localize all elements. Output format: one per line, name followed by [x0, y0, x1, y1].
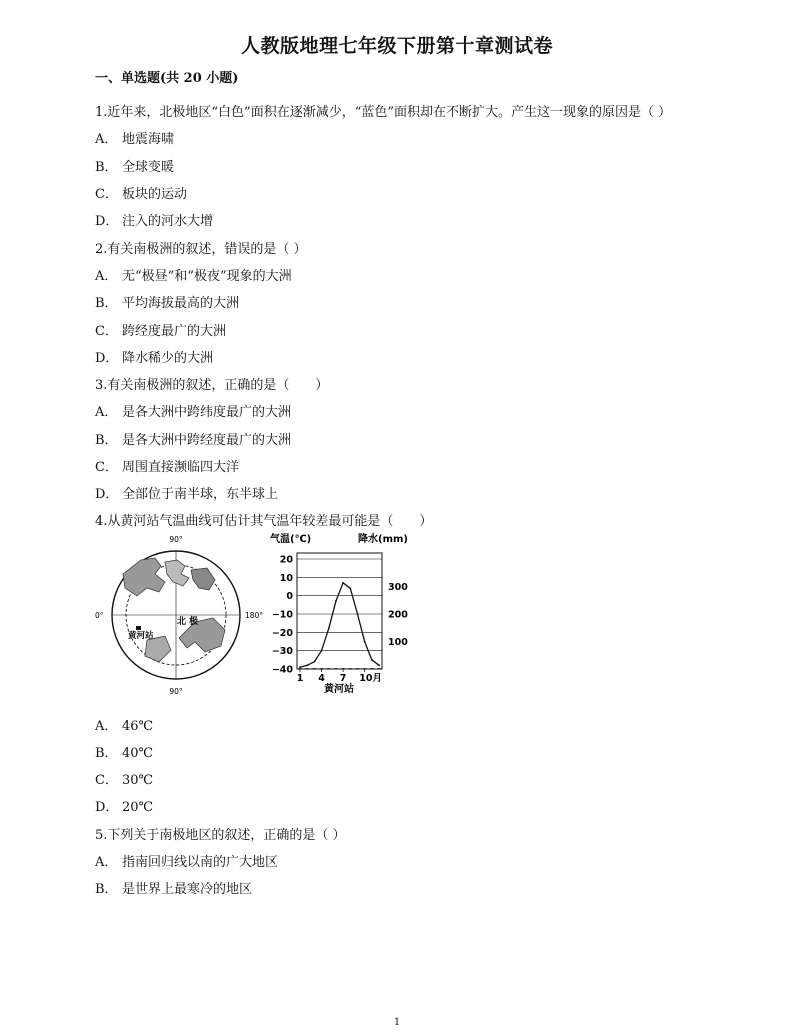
month-tick-label: 10月: [359, 673, 383, 684]
option-letter: C．: [95, 187, 118, 202]
answer-option[interactable]: [95, 851, 278, 870]
option-letter: A．: [95, 132, 118, 147]
station-marker: [136, 626, 141, 630]
temp-tick-label: 10: [279, 572, 293, 584]
temp-axis-title: 气温(℃): [270, 534, 312, 545]
option-text: 降水稀少的大洲: [122, 351, 214, 366]
precip-tick-label: 200: [388, 609, 408, 621]
answer-option[interactable]: [95, 429, 291, 448]
answer-option[interactable]: [95, 796, 153, 815]
option-text: 地震海啸: [122, 132, 175, 147]
temp-tick-label: −10: [271, 609, 293, 621]
option-letter: B．: [95, 296, 118, 311]
option-text: 是世界上最寒冷的地区: [122, 882, 253, 897]
temperature-point: [321, 650, 323, 652]
option-letter: D．: [95, 800, 119, 815]
option-letter: A．: [95, 719, 118, 734]
globe-right-label: 180°: [245, 611, 264, 620]
option-letter: A．: [95, 855, 118, 870]
chart-caption: 黄河站: [324, 684, 354, 695]
figure-svg: [95, 530, 415, 700]
month-tick-label: 4: [318, 673, 325, 684]
option-text: 周围直接濒临四大洋: [122, 460, 240, 475]
temperature-point: [378, 664, 380, 666]
option-text: 平均海拔最高的大洲: [122, 296, 240, 311]
question-stem: 1.近年来，北极地区“白色”面积在逐渐减少，“蓝色”面积却在不断扩大。产生这一现象的原因是（ ）: [95, 105, 672, 120]
temperature-point: [357, 613, 359, 615]
temperature-point: [299, 666, 301, 668]
answer-option[interactable]: [95, 320, 226, 339]
question-stem: 2.有关南极洲的叙述，错误的是（ ）: [95, 242, 307, 257]
precip-tick-label: 300: [388, 582, 408, 593]
answer-option[interactable]: [95, 769, 153, 788]
temperature-point: [335, 600, 337, 602]
answer-option[interactable]: [95, 742, 153, 761]
page-title: 人教版地理七年级下册第十章测试卷: [240, 35, 553, 57]
question-stem: 3.有关南极洲的叙述，正确的是（ ）: [95, 378, 329, 393]
option-text: 注入的河水大增: [122, 214, 214, 229]
question-4-figure: [95, 530, 415, 700]
precip-bar: [356, 668, 360, 669]
pole-label: 北 极: [177, 617, 199, 627]
option-text: 跨经度最广的大洲: [122, 324, 227, 339]
option-text: 30℃: [122, 773, 154, 788]
precip-bar: [341, 668, 345, 669]
temperature-point: [313, 661, 315, 663]
option-letter: C．: [95, 773, 118, 788]
temp-tick-label: 20: [279, 554, 293, 566]
answer-option[interactable]: [95, 265, 292, 284]
option-letter: C．: [95, 460, 118, 475]
precip-bar: [377, 668, 381, 669]
question-stem: 4.从黄河站气温曲线可估计其气温年较差最可能是（ ）: [95, 514, 433, 529]
temperature-point: [328, 628, 330, 630]
temperature-point: [371, 659, 373, 661]
option-letter: B．: [95, 882, 118, 897]
precip-tick-label: 100: [388, 637, 408, 648]
temp-tick-label: −40: [271, 664, 293, 676]
temp-tick-label: 0: [286, 591, 293, 603]
option-letter: A．: [95, 269, 118, 284]
precip-axis-title: 降水(mm): [358, 534, 408, 545]
precip-bar: [320, 668, 324, 669]
answer-option[interactable]: [95, 483, 278, 502]
temperature-point: [364, 641, 366, 643]
answer-option[interactable]: [95, 210, 213, 229]
temperature-point: [349, 587, 351, 589]
option-text: 20℃: [122, 800, 154, 815]
option-letter: D．: [95, 351, 119, 366]
temperature-point: [342, 582, 344, 584]
option-text: 是各大洲中跨纬度最广的大洲: [122, 405, 292, 420]
option-text: 全部位于南半球，东半球上: [122, 487, 279, 502]
precip-bar: [348, 668, 352, 669]
option-letter: D．: [95, 487, 119, 502]
question-stem: 5.下列关于南极地区的叙述，正确的是（ ）: [95, 828, 346, 843]
option-letter: B．: [95, 433, 118, 448]
option-text: 全球变暖: [122, 160, 175, 175]
landmass-north-america: [123, 558, 165, 596]
option-text: 指南回归线以南的广大地区: [122, 855, 279, 870]
station-label: 黄河站: [128, 631, 154, 641]
precip-bar: [370, 668, 374, 669]
answer-option[interactable]: [95, 183, 187, 202]
option-text: 板块的运动: [122, 187, 188, 202]
answer-option[interactable]: [95, 292, 239, 311]
temperature-point: [306, 664, 308, 666]
globe-left-label: 0°: [95, 611, 104, 620]
page-number: 1: [393, 1017, 401, 1028]
precip-bar: [298, 668, 302, 669]
precip-bar: [334, 668, 338, 669]
month-tick-label: 1: [296, 673, 304, 684]
precip-bar: [363, 668, 367, 669]
polar-map: [95, 535, 263, 696]
answer-option[interactable]: [95, 128, 174, 147]
precip-bar: [327, 668, 331, 669]
temp-tick-label: −30: [271, 646, 293, 658]
month-tick-label: 7: [339, 673, 347, 684]
answer-option[interactable]: [95, 715, 153, 734]
answer-option[interactable]: [95, 401, 291, 420]
option-text: 46℃: [122, 719, 154, 734]
globe-top-label: 90°: [169, 535, 183, 544]
temp-tick-label: −20: [271, 627, 293, 639]
section-heading: 一、单选题(共 20 小题): [95, 71, 239, 86]
option-letter: B．: [95, 160, 118, 175]
precip-bar: [313, 668, 317, 669]
option-letter: D．: [95, 214, 119, 229]
globe-bottom-label: 90°: [169, 687, 183, 696]
climate-chart: [270, 532, 408, 695]
answer-option[interactable]: [95, 347, 213, 366]
answer-option[interactable]: [95, 156, 174, 175]
option-text: 无“极昼”和“极夜”现象的大洲: [122, 269, 292, 284]
answer-option[interactable]: [95, 456, 239, 475]
precip-bar: [305, 668, 309, 669]
option-letter: B．: [95, 746, 118, 761]
answer-option[interactable]: [95, 878, 252, 897]
option-letter: A．: [95, 405, 118, 420]
option-text: 是各大洲中跨经度最广的大洲: [122, 433, 292, 448]
option-text: 40℃: [122, 746, 154, 761]
option-letter: C．: [95, 324, 118, 339]
